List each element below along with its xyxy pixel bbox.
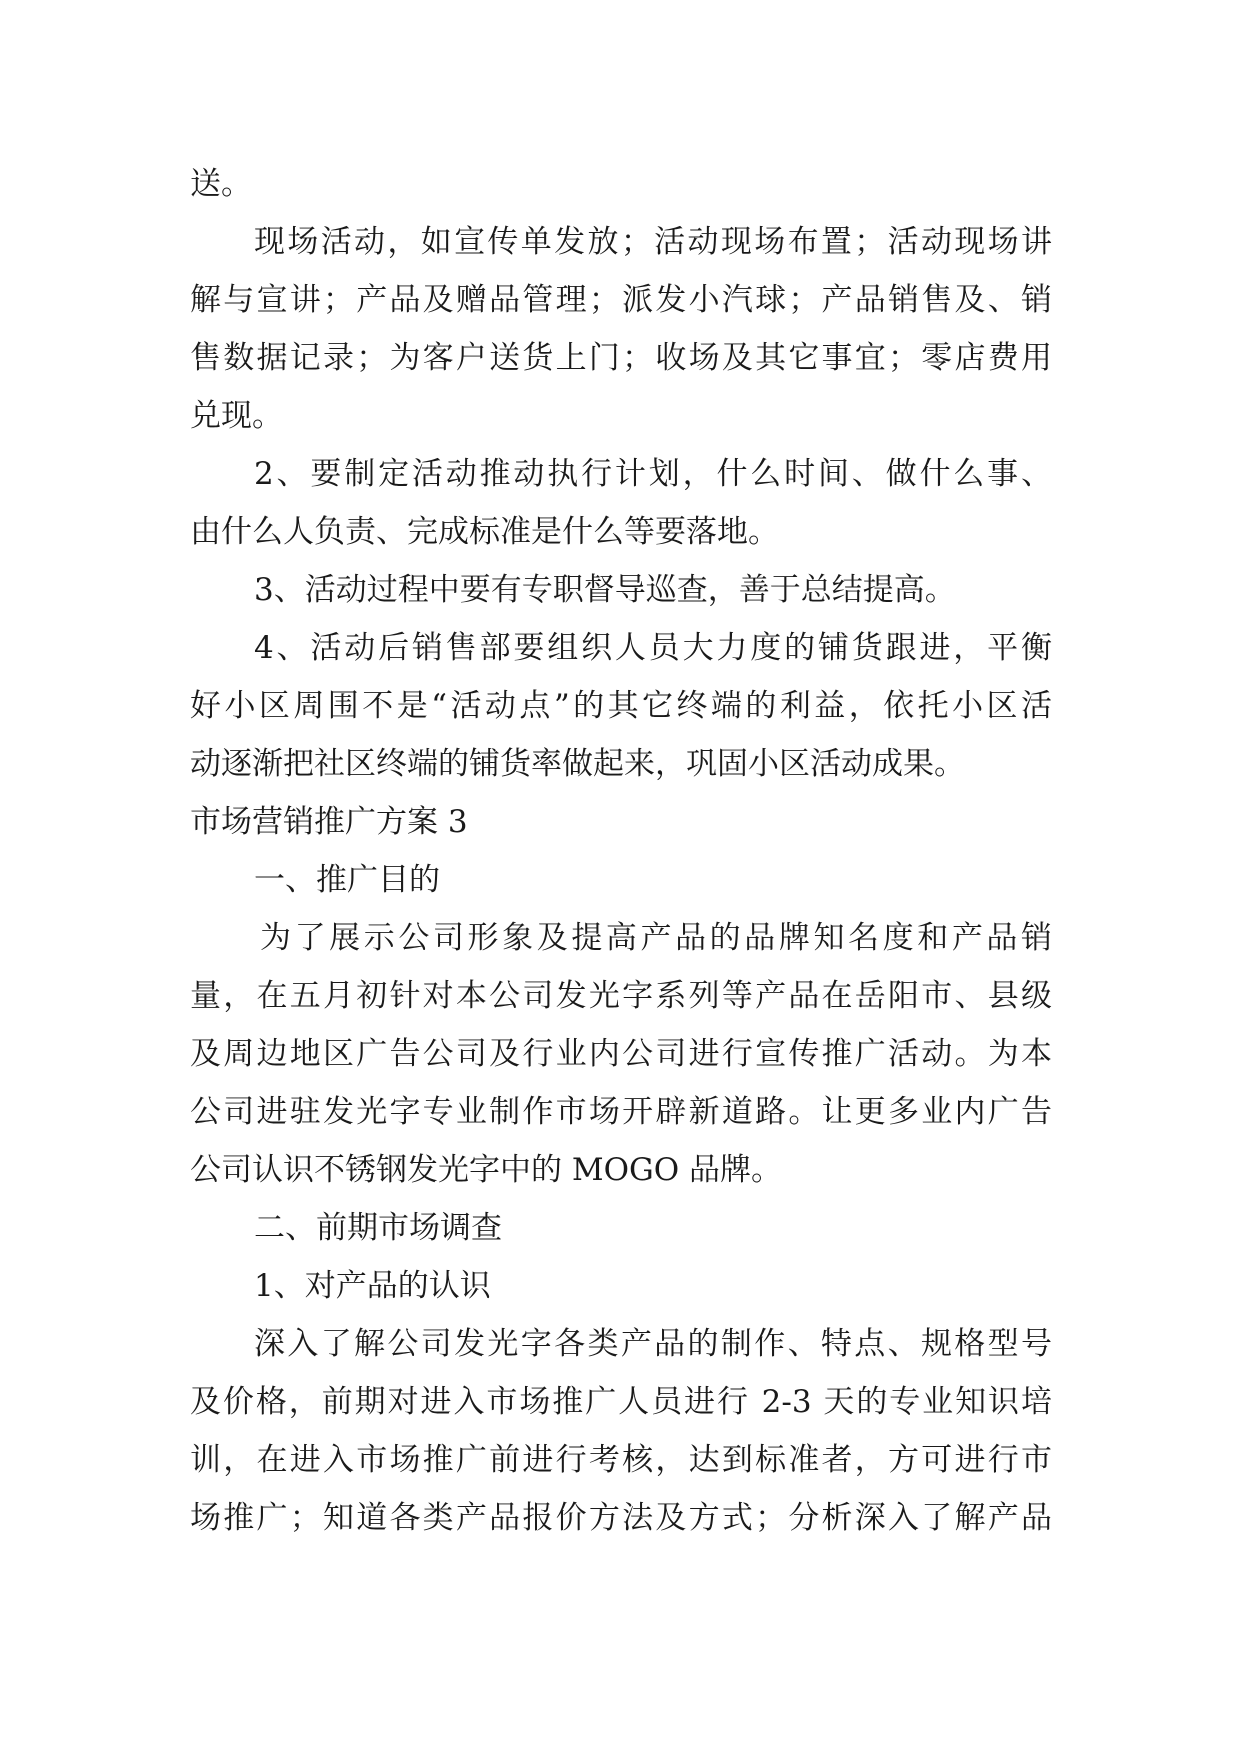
paragraph-line: 公司进驻发光字专业制作市场开辟新道路。让更多业内广告 — [190, 1094, 1052, 1130]
document-page — [190, 155, 1052, 1547]
paragraph-line: 由什么人负责、完成标准是什么等要落地。 — [190, 514, 779, 550]
paragraph-line: 量，在五月初针对本公司发光字系列等产品在岳阳市、县级 — [190, 978, 1052, 1014]
paragraph-line: 现场活动，如宣传单发放；活动现场布置；活动现场讲 — [254, 224, 1052, 260]
paragraph-line: 解与宣讲；产品及赠品管理；派发小汽球；产品销售及、销 — [190, 282, 1052, 318]
paragraph-line: 好小区周围不是“活动点”的其它终端的利益，依托小区活 — [190, 688, 1052, 724]
paragraph-line: 3、活动过程中要有专职督导巡查，善于总结提高。 — [254, 572, 956, 608]
paragraph-line: 为了展示公司形象及提高产品的品牌知名度和产品销 — [260, 920, 1052, 956]
paragraph-line: 2、要制定活动推动执行计划，什么时间、做什么事、 — [254, 456, 1052, 492]
paragraph-line: 售数据记录；为客户送货上门；收场及其它事宜；零店费用 — [190, 340, 1052, 376]
paragraph-line: 动逐渐把社区终端的铺货率做起来，巩固小区活动成果。 — [190, 746, 965, 782]
subsection-heading: 二、前期市场调查 — [254, 1210, 502, 1246]
paragraph-line: 4、活动后销售部要组织人员大力度的铺货跟进，平衡 — [254, 630, 1052, 666]
paragraph-line: 及价格，前期对进入市场推广人员进行 2-3 天的专业知识培 — [190, 1384, 1052, 1420]
paragraph-line: 公司认识不锈钢发光字中的 MOGO 品牌。 — [190, 1152, 783, 1188]
section-heading: 市场营销推广方案 3 — [190, 804, 468, 840]
paragraph-line: 及周边地区广告公司及行业内公司进行宣传推广活动。为本 — [190, 1036, 1052, 1072]
paragraph-line: 送。 — [190, 166, 252, 202]
paragraph-line: 兑现。 — [190, 398, 283, 434]
subsection-heading: 1、对产品的认识 — [254, 1268, 491, 1304]
paragraph-line: 深入了解公司发光字各类产品的制作、特点、规格型号 — [254, 1326, 1052, 1362]
subsection-heading: 一、推广目的 — [254, 862, 440, 898]
paragraph-line: 场推广；知道各类产品报价方法及方式；分析深入了解产品 — [190, 1500, 1052, 1536]
paragraph-line: 训，在进入市场推广前进行考核，达到标准者，方可进行市 — [190, 1442, 1052, 1478]
